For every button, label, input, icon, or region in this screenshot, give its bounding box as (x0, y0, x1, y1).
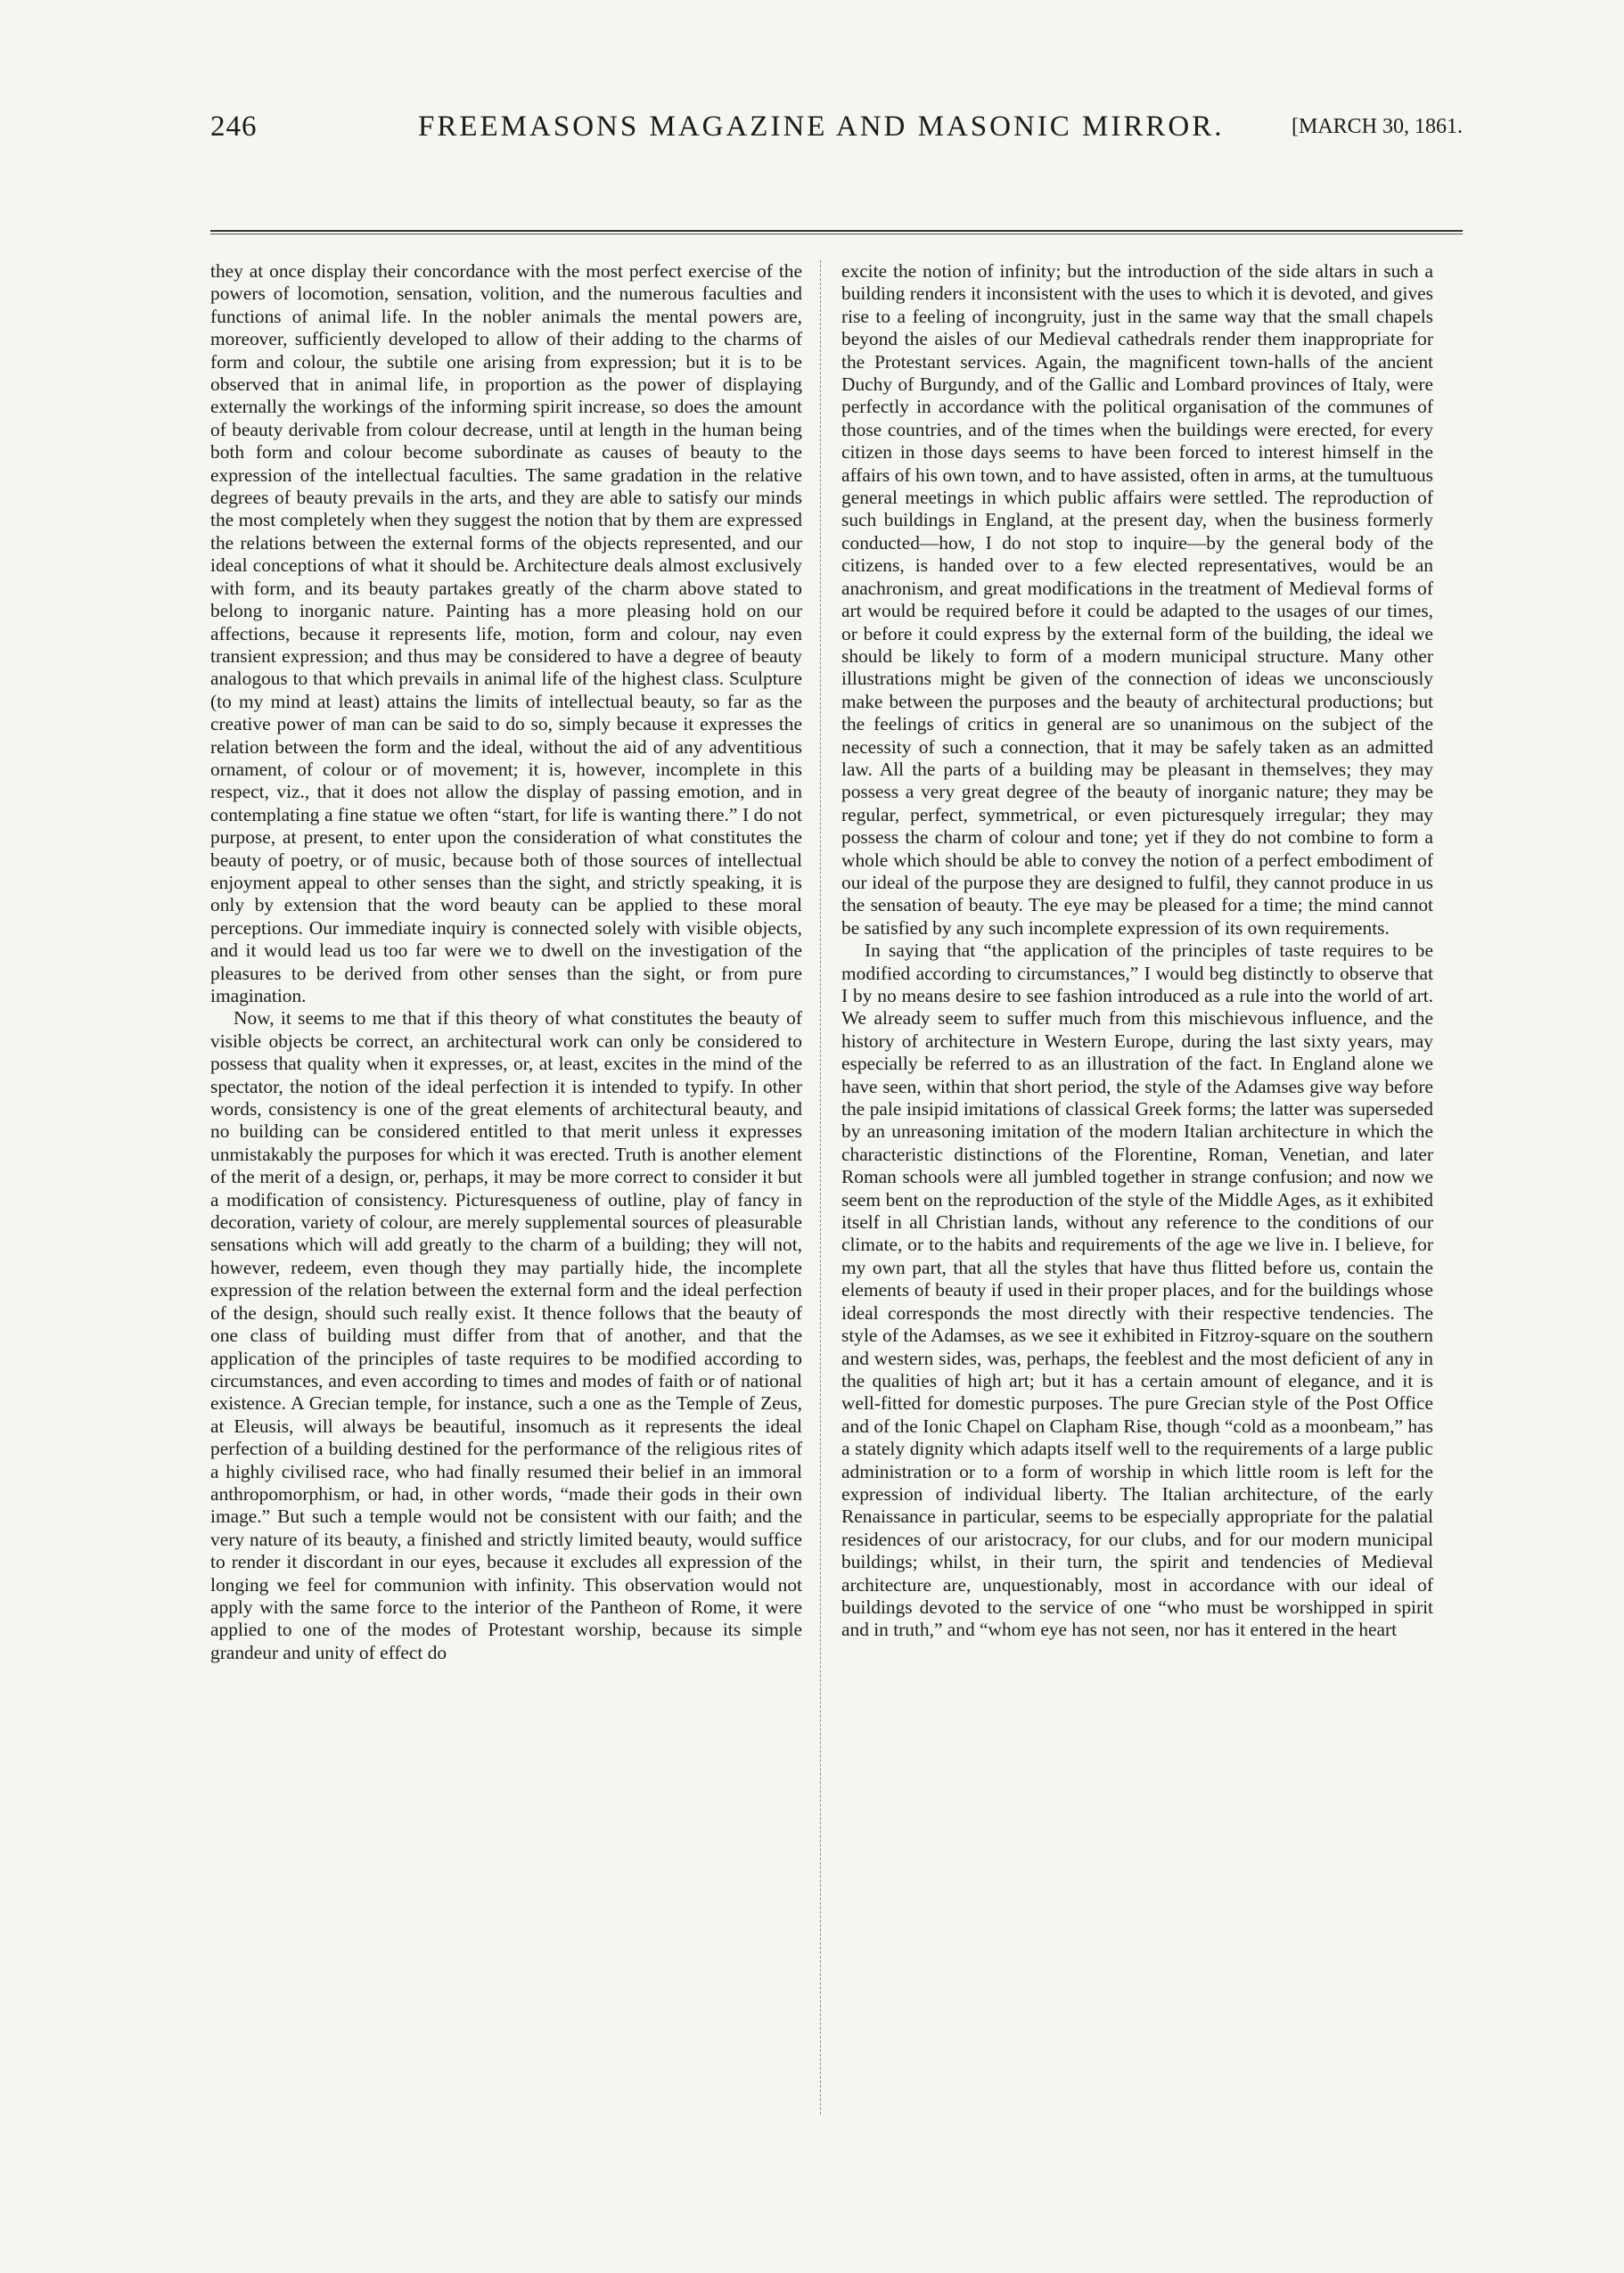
left-paragraph-1: they at once display their concordance with the most perfect exercise of the powers of locomotion, sensation, volition, and the numerous faculties and functions of animal life. In the nobler animals the mental powers are, moreover, sufficiently developed to allow of their adding to the charms of form and colour, the subtile one arising from expression; but it is to be observed that in animal life, in proportion as the power of displaying externally the workings of the informing spirit increase, so does the amount of beauty derivable from colour decrease, until at length in the human being both form and colour become subordinate as causes of beauty to the expression of the intellectual faculties. The same gradation in the relative degrees of beauty prevails in the arts, and they are able to satisfy our minds the most completely when they suggest the notion that by them are expressed the relations between the external forms of the objects represented, and our ideal conceptions of what it should be. Architecture deals almost exclusively with form, and its beauty partakes greatly of the charm above stated to belong to inorganic nature. Painting has a more pleasing hold on our affections, because it represents life, motion, form and colour, nay even transient expression; and thus may be considered to have a degree of beauty analogous to that which prevails in animal life of the highest class. Sculpture (to my mind at least) attains the limits of intellectual beauty, so far as the creative power of man can be said to do so, simply because it expresses the relation between the form and the ideal, without the aid of any adventitious ornament, of colour or of movement; it is, however, incomplete in this respect, viz., that it does not allow the display of passing emotion, and in contemplating a fine statue we often “start, for life is wanting there.” I do not purpose, at present, to enter upon the consideration of what constitutes the beauty of poetry, or of music, because both of those sources of intellectual enjoyment appeal to other senses than the sight, and strictly speaking, it is only by extension that the word beauty can be applied to these moral perceptions. Our immediate inquiry is connected solely with visible objects, and it would lead us too far were we to dwell on the investigation of the pleasures to be derived from other senses than the sight, or from pure imagination. (210, 260, 802, 1006)
publication-title: FREEMASONS MAGAZINE AND MASONIC MIRROR. (418, 111, 1225, 143)
header-rule (210, 230, 1463, 234)
column-divider (820, 260, 821, 2114)
running-header (210, 111, 1463, 160)
page-number: 246 (210, 111, 258, 143)
left-paragraph-2: Now, it seems to me that if this theory of what constitutes the beauty of visible objects be correct, an architectural work can only be considered to possess that quality when it expresses, or, at least, excites in the mind of the spectator, the notion of the ideal perfection it is intended to typify. In other words, consistency is one of the great elements of architectural beauty, and no building can be considered entitled to that merit unless it expresses unmistakably the purposes for which it was erected. Truth is another element of the merit of a design, or, perhaps, it may be more correct to consider it but a modification of consistency. Picturesqueness of outline, play of fancy in decoration, variety of colour, are merely supplemental sources of pleasurable sensations which will add greatly to the charm of a building; they will not, however, redeem, even though they may partially hide, the incomplete expression of the relation between the external form and the ideal perfection of the design, should such really exist. It thence follows that the beauty of one class of building must differ from that of another, and that the application of the principles of taste requires to be modified according to circumstances, and even according to times and modes of faith or of national existence. A Grecian temple, for instance, such a one as the Temple of Zeus, at Eleusis, will always be beautiful, insomuch as it represents the ideal perfection of a building destined for the performance of the religious rites of a highly civilised race, who had finally resumed their belief in an immoral anthropomorphism, or had, in other words, “made their gods in their own image.” But such a temple would not be consistent with our faith; and the very nature of its beauty, a finished and strictly limited beauty, would suffice to render it discordant in our eyes, because it excludes all expression of the longing we feel for communion with infinity. This observation would not apply with the same force to the interior of the Pantheon of Rome, it were applied to one of the modes of Protestant worship, because its simple grandeur and unity of effect do (210, 1007, 802, 1663)
right-paragraph-2: In saying that “the application of the principles of taste requires to be modified according to circumstances,” I would beg distinctly to observe that I by no means desire to see fashion introduced as a rule into the world of art. We already seem to suffer much from this mischievous influence, and the history of architecture in Western Europe, during the last sixty years, may especially be referred to as an illustration of the fact. In England alone we have seen, within that short period, the style of the Adamses give way before the pale insipid imitations of classical Greek forms; the latter was superseded by an unreasoning imitation of the modern Italian architecture in which the characteristic distinctions of the Florentine, Roman, Venetian, and later Roman schools were all jumbled together in strange confusion; and now we seem bent on the reproduction of the style of the Middle Ages, as it exhibited itself in all Christian lands, without any reference to the conditions of our climate, or to the habits and requirements of the age we live in. I believe, for my own part, that all the styles that have thus flitted before us, contain the elements of beauty if used in their proper places, and for the buildings whose ideal corresponds the most directly with their respective tendencies. The style of the Adamses, as we see it exhibited in Fitzroy-square on the southern and western sides, was, perhaps, the feeblest and the most deficient of any in the qualities of high art; but it has a certain amount of elegance, and it is well-fitted for domestic purposes. The pure Grecian style of the Post Office and of the Ionic Chapel on Clapham Rise, though “cold as a moonbeam,” has a stately dignity which adapts itself well to the requirements of a large public administration or to a form of worship in which little room is left for the expression of individual liberty. The Italian architecture, of the early Renaissance in particular, seems to be especially appropriate for the palatial residences of our aristocracy, for our clubs, and for our modern municipal buildings; whilst, in their turn, the spirit and tendencies of Medieval architecture are, unquestionably, most in accordance with our ideal of buildings devoted to the service of one “who must be worshipped in spirit and in truth,” and “whom eye has not seen, nor has it entered in the heart (841, 940, 1433, 1641)
right-paragraph-1: excite the notion of infinity; but the introduction of the side altars in such a building renders it inconsistent with the uses to which it is devoted, and gives rise to a feeling of incongruity, just in the same way that the small chapels beyond the aisles of our Medieval cathedrals render them inappropriate for the Protestant services. Again, the magnificent town-halls of the ancient Duchy of Burgundy, and of the Gallic and Lombard provinces of Italy, were perfectly in accordance with the political organisation of the communes of those countries, and of the times when the buildings were erected, for every citizen in those days seems to have been forced to interest himself in the affairs of his own town, and to have assisted, often in arms, at the tumultuous general meetings in which public affairs were settled. The reproduction of such buildings in England, at the present day, when the business formerly conducted—how, I do not stop to inquire—by the general body of the citizens, is handed over to a few elected representatives, would be an anachronism, and great modifications in the treatment of Medieval forms of art would be required before it could be adapted to the usages of our times, or before it could express by the external form of the building, the ideal we should be likely to form of a modern municipal structure. Many other illustrations might be given of the connection of ideas we unconsciously make between the purposes and the beauty of architectural productions; but the feelings of critics in general are so unanimous on the subject of the necessity of such a connection, that it may be safely taken as an admitted law. All the parts of a building may be pleasant in themselves; they may possess a very great degree of the beauty of inorganic nature; they may be regular, perfect, symmetrical, or even picturesquely irregular; they may possess the charm of colour and tone; yet if they do not combine to form a whole which should be able to convey the notion of a perfect embodiment of our ideal of the purpose they are designed to fulfil, they cannot produce in us the sensation of beauty. The eye may be pleased for a time; the mind cannot be satisfied by any such incomplete expression of its own requirements. (841, 260, 1433, 939)
right-column (841, 260, 1433, 2116)
left-column (210, 260, 802, 2116)
issue-date: [MARCH 30, 1861. (1291, 115, 1463, 138)
